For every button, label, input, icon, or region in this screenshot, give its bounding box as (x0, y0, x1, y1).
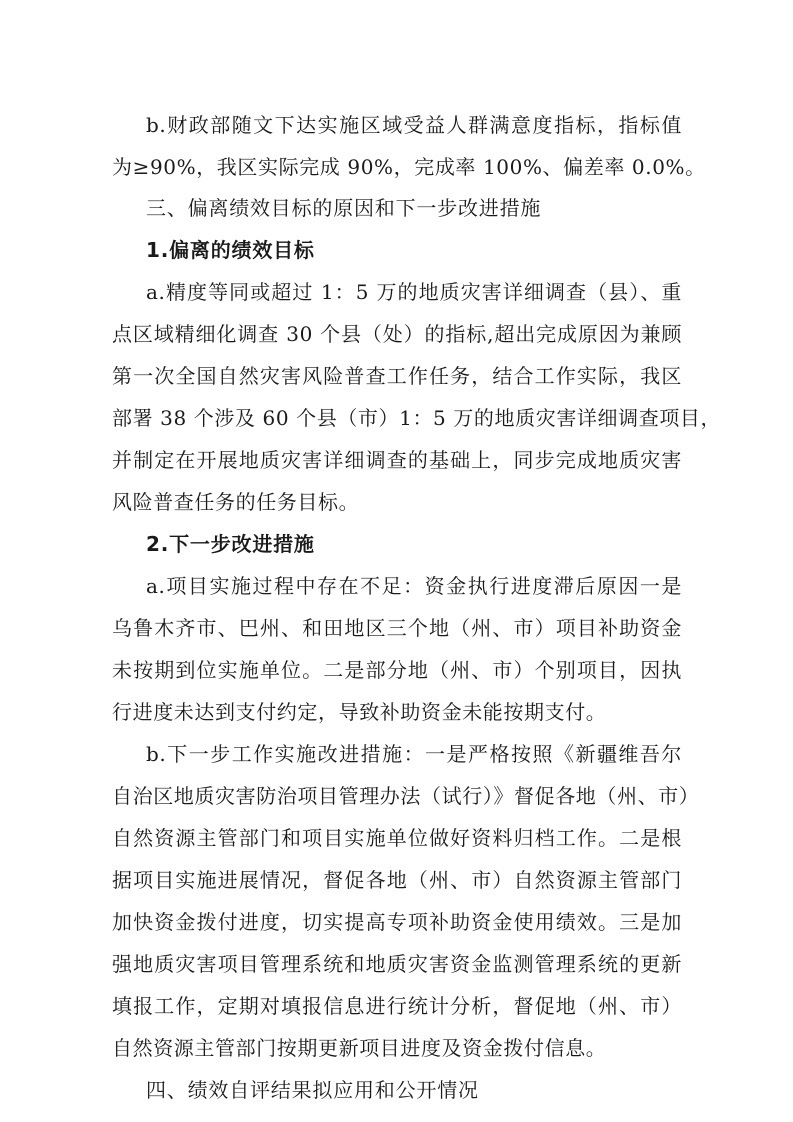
para-a1-line5: 并制定在开展地质灾害详细调查的基础上，同步完成地质灾害 (112, 448, 682, 472)
para-b2-line8: 自然资源主管部门按期更新项目进度及资金拨付信息。 (112, 1036, 607, 1060)
para-a2-line3: 未按期到位实施单位。二是部分地（州、市）个别项目，因执 (112, 658, 682, 682)
sub2-heading: 2.下一步改进措施 (146, 532, 315, 556)
sub1-heading: 1.偏离的绩效目标 (146, 238, 315, 262)
para-b2-line1: b.下一步工作实施改进措施：一是严格按照《新疆维吾尔 (146, 742, 682, 766)
para-b2-line5: 加快资金拨付进度，切实提高专项补助资金使用绩效。三是加 (112, 910, 682, 934)
para-a2-line1: a.项目实施过程中存在不足：资金执行进度滞后原因一是 (146, 574, 682, 598)
para-a1-line1: a.精度等同或超过 1：5 万的地质灾害详细调查（县）、重 (146, 280, 682, 304)
para-b1-line2: 为≥90%，我区实际完成 90%，完成率 100%、偏差率 0.0%。 (112, 155, 706, 179)
section4-heading: 四、绩效自评结果拟应用和公开情况 (146, 1078, 479, 1102)
para-a2-line4: 行进度未达到支付约定，导致补助资金未能按期支付。 (112, 700, 607, 724)
para-a1-line2: 点区域精细化调查 30 个县（处）的指标,超出完成原因为兼顾 (112, 322, 682, 346)
para-b2-line6: 强地质灾害项目管理系统和地质灾害资金监测管理系统的更新 (112, 952, 682, 976)
para-b2-line2: 自治区地质灾害防治项目管理办法（试行）》督促各地（州、市） (112, 784, 700, 808)
para-b2-line7: 填报工作，定期对填报信息进行统计分析，督促地（州、市） (112, 994, 682, 1018)
para-b2-line3: 自然资源主管部门和项目实施单位做好资料归档工作。二是根 (112, 826, 682, 850)
para-b2-line4: 据项目实施进展情况，督促各地（州、市）自然资源主管部门 (112, 868, 682, 892)
section3-heading: 三、偏离绩效目标的原因和下一步改进措施 (146, 196, 542, 220)
para-a1-line4: 部署 38 个涉及 60 个县（市）1：5 万的地质灾害详细调查项目， (112, 406, 722, 430)
para-b1-line1: b.财政部随文下达实施区域受益人群满意度指标，指标值 (146, 113, 682, 137)
para-a2-line2: 乌鲁木齐市、巴州、和田地区三个地（州、市）项目补助资金 (112, 616, 682, 640)
para-a1-line6: 风险普查任务的任务目标。 (112, 490, 360, 514)
para-a1-line3: 第一次全国自然灾害风险普查工作任务，结合工作实际，我区 (112, 364, 682, 388)
